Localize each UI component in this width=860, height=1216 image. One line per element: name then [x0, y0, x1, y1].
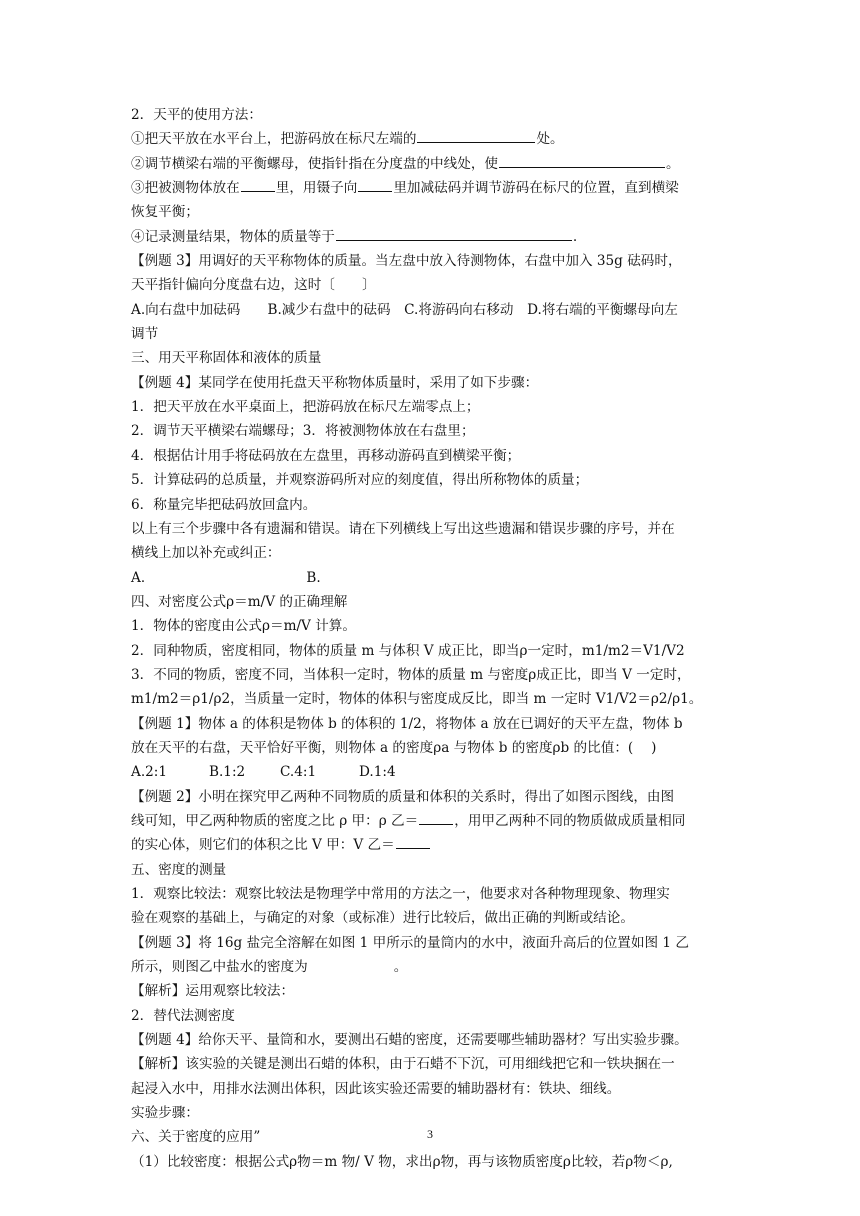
text-line: 线可知，甲乙两种物质的密度之比 ρ 甲：ρ 乙＝ ，用甲乙两种不同的物质做成质量相同: [131, 809, 743, 833]
section-heading: 六、关于密度的应用”: [131, 1129, 261, 1146]
answer-options: A.向右盘中加砝码 B.减少右盘中的砝码 C.将游码向右移动 D.将右端的平衡螺母向左: [131, 301, 678, 318]
text-line: （1）比较密度：根据公式ρ物＝m 物/ V 物，求出ρ物，再与该物质密度ρ比较，若ρ物＜ρ,: [131, 1153, 673, 1170]
text-line: 2．天平的使用方法：: [131, 107, 262, 123]
text-line: 1．物体的密度由公式ρ＝m/V 计算。: [131, 618, 356, 635]
section-heading: 三、用天平称固体和液体的质量: [131, 350, 322, 367]
step-item: 4．根据估计用手将砝码放在左盘里，再移动游码直到横梁平衡；: [131, 447, 521, 464]
answer-options: A.2:1 B.1:2 C.4:1 D.1:4: [131, 764, 396, 781]
text-line: 天平指针偏向分度盘右边，这时〔 〕: [131, 277, 376, 294]
text-line: 的实心体，则它们的体积之比 V 甲：V 乙＝: [131, 833, 743, 857]
page-number: 3: [427, 1127, 433, 1141]
text-line: 验在观察的基础上，与确定的对象（或标准）进行比较后，做出正确的判断或结论。: [131, 910, 634, 927]
example-title: 【例题 4】某同学在使用托盘天平称物体质量时，采用了如下步骤：: [131, 374, 539, 391]
fill-blank: [358, 177, 392, 192]
fill-blank: [499, 153, 665, 168]
section-heading: 四、对密度公式ρ＝m/V 的正确理解: [131, 593, 348, 610]
step-item: 2．调节天平横梁右端螺母；3．将被测物体放在右盘里；: [131, 423, 475, 440]
fill-blank: [241, 177, 275, 192]
example-title: 【例题 1】物体 a 的体积是物体 b 的体积的 1/2，将物体 a 放在已调好的天平左盘，物体 b: [131, 715, 683, 732]
fill-blank: [419, 810, 453, 825]
text-line: ③把被测物体放在 里，用镊子向 里加减砝码并调节游码在标尺的位置，直到横梁: [131, 176, 743, 200]
text-line: 1．观察比较法：观察比较法是物理学中常用的方法之一，他要求对各种物理现象、物理实: [131, 886, 670, 902]
text-line: ①把天平放在水平台上，把游码放在标尺左端的 处。: [131, 127, 743, 151]
example-title: 【例题 3】将 16g 盐完全溶解在如图 1 甲所示的量筒内的水中，液面升高后的位置如图 1 乙: [131, 934, 689, 951]
text-line: ④记录测量结果，物体的质量等于 .: [131, 225, 743, 249]
text-line: 所示，则图乙中盐水的密度为 。: [131, 959, 408, 976]
page-body: [131, 103, 743, 1174]
text-line: m1/m2＝ρ1/ρ2，当质量一定时，物体的体积与密度成反比，即当 m 一定时 V1/V2＝ρ2/ρ1。: [131, 691, 703, 708]
example-title: 【例题 2】小明在探究甲乙两种不同物质的质量和体积的关系时，得出了如图示图线，由图: [131, 788, 675, 805]
fill-blank: [417, 128, 535, 143]
analysis-line: 【解析】运用观察比较法：: [131, 983, 295, 1000]
text-line: 放在天平的右盘，天平恰好平衡，则物体 a 的密度ρa 与物体 b 的密度ρb 的比值：( ): [131, 739, 657, 756]
section-heading: 五、密度的测量: [131, 861, 227, 878]
step-item: 6．称量完毕把砝码放回盒内。: [131, 496, 317, 513]
fill-blank: [336, 226, 572, 241]
analysis-line: 【解析】该实验的关键是测出石蜡的体积，由于石蜡不下沉，可用细线把它和一铁块捆在一: [131, 1056, 675, 1073]
step-item: 1．把天平放在水平桌面上，把游码放在标尺左端零点上；: [131, 399, 480, 416]
text-line: 起浸入水中，用排水法测出体积，因此该实验还需要的辅助器材有：铁块、细线。: [131, 1080, 621, 1097]
text-line: 以上有三个步骤中各有遗漏和错误。请在下列横线上写出这些遗漏和错误步骤的序号，并在: [131, 520, 675, 537]
text-line: 调节: [131, 326, 159, 343]
step-item: 5．计算砝码的总质量，并观察游码所对应的刻度值，得出所称物体的质量；: [131, 472, 589, 489]
text-line: 横线上加以补充或纠正：: [131, 545, 281, 562]
text-line: ②调节横梁右端的平衡螺母，使指针指在分度盘的中线处，使 。: [131, 152, 743, 176]
example-title: 【例题 3】用调好的天平称物体的质量。当左盘中放入待测物体，右盘中加入 35g 砝码时，: [131, 253, 682, 270]
section-subheading: 2．替代法测密度: [131, 1007, 235, 1024]
text-line: 2．同种物质，密度相同，物体的质量 m 与体积 V 成正比，即当ρ一定时，m1/m2＝V1/V2: [131, 642, 685, 659]
text-line: 3．不同的物质，密度不同，当体积一定时，物体的质量 m 与密度ρ成正比，即当 V 一定时，: [131, 666, 691, 683]
example-title: 【例题 4】给你天平、量筒和水，要测出石蜡的密度，还需要哪些辅助器材？写出实验步骤。: [131, 1032, 688, 1049]
fill-blank: [396, 834, 430, 849]
text-line: 实验步骤：: [131, 1105, 199, 1122]
text-line: 恢复平衡；: [131, 204, 199, 221]
answer-line: A． B.: [131, 569, 321, 586]
